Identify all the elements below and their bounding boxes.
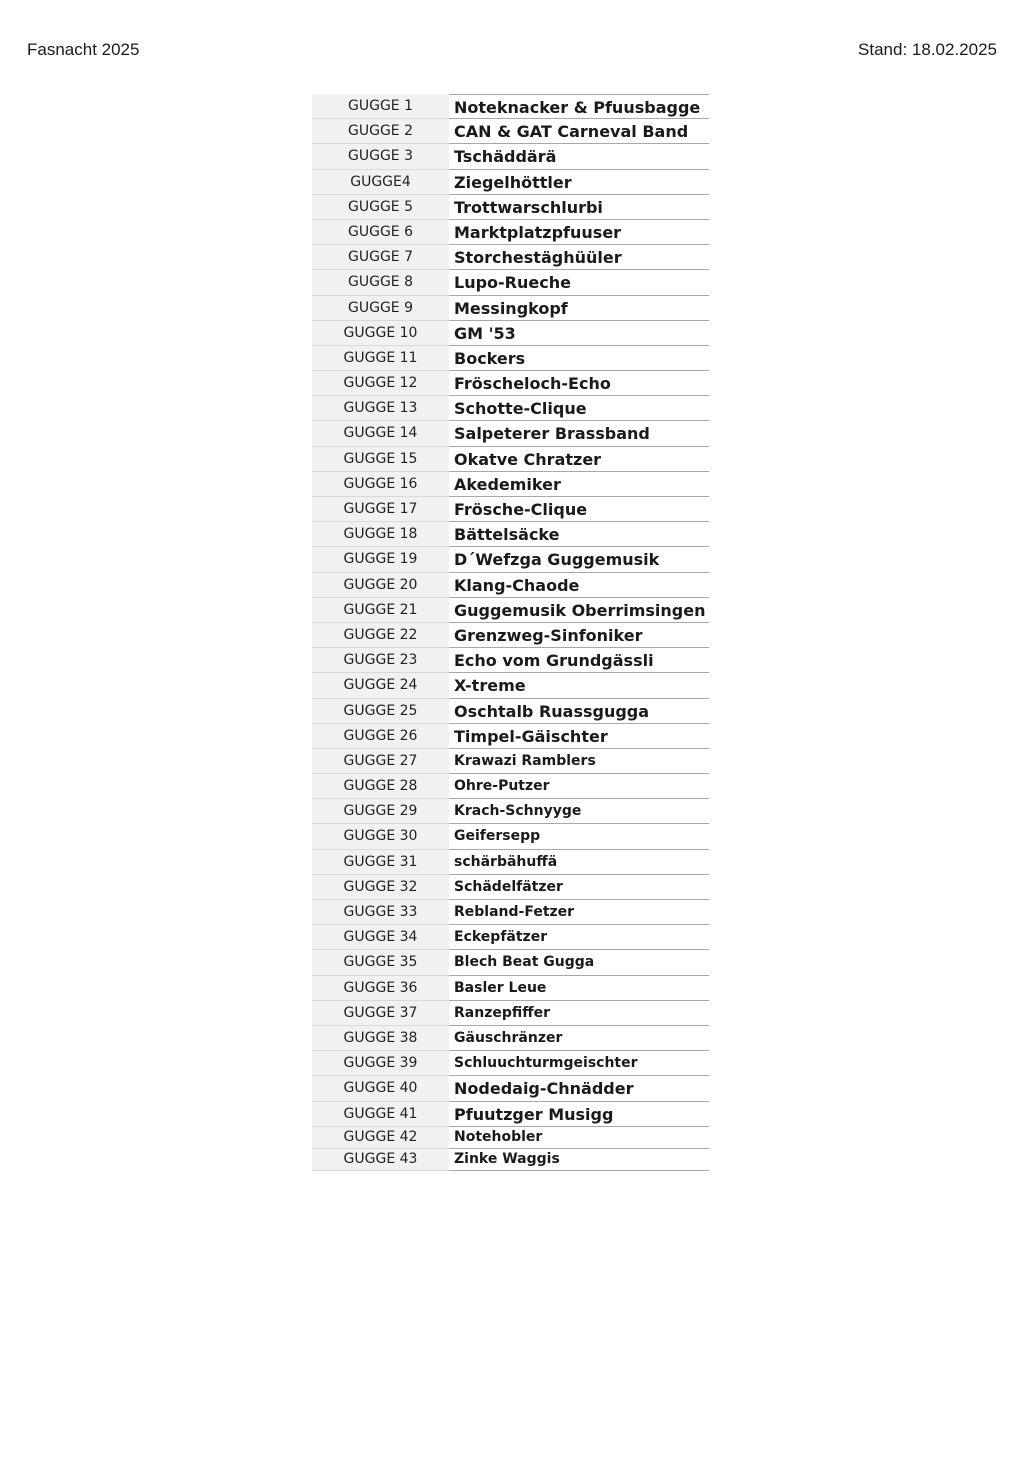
table-row <box>312 371 709 396</box>
gugge-name: Timpel-Gäischter <box>449 724 709 749</box>
gugge-number: GUGGE 32 <box>312 875 449 900</box>
gugge-list <box>312 94 709 1171</box>
gugge-number: GUGGE 31 <box>312 850 449 875</box>
gugge-name: Schotte-Clique <box>449 396 709 421</box>
table-row <box>312 94 709 119</box>
page-header <box>27 40 997 64</box>
gugge-name: Gäuschränzer <box>449 1026 709 1051</box>
gugge-name: Noteknacker & Pfuusbagge <box>449 94 709 119</box>
gugge-name: Grenzweg-Sinfoniker <box>449 623 709 648</box>
table-row <box>312 925 709 950</box>
gugge-name: Krawazi Ramblers <box>449 749 709 774</box>
table-row <box>312 144 709 169</box>
table-row <box>312 522 709 547</box>
gugge-number: GUGGE 34 <box>312 925 449 950</box>
gugge-name: D´Wefzga Guggemusik <box>449 547 709 572</box>
gugge-name: Bockers <box>449 346 709 371</box>
table-row <box>312 119 709 144</box>
gugge-name: Basler Leue <box>449 976 709 1001</box>
gugge-name: Rebland-Fetzer <box>449 900 709 925</box>
gugge-name: Geifersepp <box>449 824 709 849</box>
table-row <box>312 573 709 598</box>
gugge-name: Bättelsäcke <box>449 522 709 547</box>
gugge-number: GUGGE 41 <box>312 1102 449 1127</box>
gugge-name: Ziegelhöttler <box>449 170 709 195</box>
gugge-name: Trottwarschlurbi <box>449 195 709 220</box>
gugge-number: GUGGE 37 <box>312 1001 449 1026</box>
table-row <box>312 976 709 1001</box>
table-row <box>312 699 709 724</box>
table-row <box>312 850 709 875</box>
stand-date: Stand: 18.02.2025 <box>858 40 997 59</box>
table-row <box>312 623 709 648</box>
gugge-name: Echo vom Grundgässli <box>449 648 709 673</box>
gugge-name: Klang-Chaode <box>449 573 709 598</box>
gugge-number: GUGGE 39 <box>312 1051 449 1076</box>
table-row <box>312 1026 709 1051</box>
gugge-number: GUGGE 20 <box>312 573 449 598</box>
gugge-number: GUGGE 33 <box>312 900 449 925</box>
table-row <box>312 1051 709 1076</box>
gugge-name: Salpeterer Brassband <box>449 421 709 446</box>
gugge-name: Guggemusik Oberrimsingen <box>449 598 709 623</box>
gugge-name: schärbähuffä <box>449 850 709 875</box>
table-row <box>312 245 709 270</box>
table-row <box>312 1149 709 1171</box>
gugge-name: Ohre-Putzer <box>449 774 709 799</box>
gugge-name: GM '53 <box>449 321 709 346</box>
gugge-number: GUGGE 16 <box>312 472 449 497</box>
gugge-number: GUGGE 13 <box>312 396 449 421</box>
table-row <box>312 296 709 321</box>
gugge-number: GUGGE 36 <box>312 976 449 1001</box>
gugge-name: Pfuutzger Musigg <box>449 1102 709 1127</box>
gugge-number: GUGGE 26 <box>312 724 449 749</box>
gugge-number: GUGGE 23 <box>312 648 449 673</box>
table-row <box>312 724 709 749</box>
gugge-name: Schädelfätzer <box>449 875 709 900</box>
table-row <box>312 648 709 673</box>
gugge-name: Krach-Schnyyge <box>449 799 709 824</box>
page-title: Fasnacht 2025 <box>27 40 140 59</box>
table-row <box>312 1127 709 1149</box>
gugge-number: GUGGE 12 <box>312 371 449 396</box>
table-row <box>312 547 709 572</box>
gugge-number: GUGGE 10 <box>312 321 449 346</box>
gugge-number: GUGGE 21 <box>312 598 449 623</box>
gugge-number: GUGGE 2 <box>312 119 449 144</box>
table-row <box>312 170 709 195</box>
gugge-number: GUGGE 27 <box>312 749 449 774</box>
gugge-number: GUGGE 40 <box>312 1076 449 1101</box>
gugge-name: Fröscheloch-Echo <box>449 371 709 396</box>
table-row <box>312 598 709 623</box>
gugge-number: GUGGE 1 <box>312 94 449 119</box>
table-row <box>312 824 709 849</box>
gugge-number: GUGGE 28 <box>312 774 449 799</box>
gugge-number: GUGGE 22 <box>312 623 449 648</box>
table-row <box>312 1076 709 1101</box>
gugge-name: Zinke Waggis <box>449 1149 709 1171</box>
gugge-name: Marktplatzpfuuser <box>449 220 709 245</box>
gugge-name: Tschäddärä <box>449 144 709 169</box>
table-row <box>312 900 709 925</box>
gugge-number: GUGGE 18 <box>312 522 449 547</box>
gugge-number: GUGGE 38 <box>312 1026 449 1051</box>
gugge-name: Okatve Chratzer <box>449 447 709 472</box>
gugge-number: GUGGE 9 <box>312 296 449 321</box>
gugge-number: GUGGE 3 <box>312 144 449 169</box>
gugge-number: GUGGE 35 <box>312 950 449 975</box>
gugge-name: Schluuchturmgeischter <box>449 1051 709 1076</box>
table-row <box>312 875 709 900</box>
gugge-name: CAN & GAT Carneval Band <box>449 119 709 144</box>
gugge-number: GUGGE 6 <box>312 220 449 245</box>
table-row <box>312 220 709 245</box>
gugge-number: GUGGE 30 <box>312 824 449 849</box>
gugge-number: GUGGE 24 <box>312 673 449 698</box>
gugge-name: Blech Beat Gugga <box>449 950 709 975</box>
gugge-name: Ranzepfiffer <box>449 1001 709 1026</box>
gugge-number: GUGGE 15 <box>312 447 449 472</box>
gugge-name: Frösche-Clique <box>449 497 709 522</box>
gugge-number: GUGGE 8 <box>312 270 449 295</box>
table-row <box>312 321 709 346</box>
gugge-name: Akedemiker <box>449 472 709 497</box>
gugge-name: Lupo-Rueche <box>449 270 709 295</box>
gugge-number: GUGGE 14 <box>312 421 449 446</box>
gugge-number: GUGGE 11 <box>312 346 449 371</box>
table-row <box>312 270 709 295</box>
table-row <box>312 673 709 698</box>
gugge-number: GUGGE 29 <box>312 799 449 824</box>
gugge-number: GUGGE 19 <box>312 547 449 572</box>
table-row <box>312 799 709 824</box>
gugge-name: Nodedaig-Chnädder <box>449 1076 709 1101</box>
gugge-number: GUGGE 42 <box>312 1127 449 1149</box>
gugge-number: GUGGE 7 <box>312 245 449 270</box>
table-row <box>312 396 709 421</box>
gugge-name: Oschtalb Ruassgugga <box>449 699 709 724</box>
gugge-name: Eckepfätzer <box>449 925 709 950</box>
table-row <box>312 195 709 220</box>
table-row <box>312 749 709 774</box>
gugge-number: GUGGE4 <box>312 170 449 195</box>
table-row <box>312 472 709 497</box>
gugge-number: GUGGE 25 <box>312 699 449 724</box>
table-row <box>312 774 709 799</box>
gugge-name: Notehobler <box>449 1127 709 1149</box>
table-row <box>312 1001 709 1026</box>
gugge-number: GUGGE 43 <box>312 1149 449 1171</box>
gugge-number: GUGGE 5 <box>312 195 449 220</box>
gugge-name: Storchestäghüüler <box>449 245 709 270</box>
table-row <box>312 497 709 522</box>
table-row <box>312 346 709 371</box>
table-row <box>312 1102 709 1127</box>
table-row <box>312 447 709 472</box>
table-row <box>312 421 709 446</box>
gugge-name: Messingkopf <box>449 296 709 321</box>
gugge-number: GUGGE 17 <box>312 497 449 522</box>
table-row <box>312 950 709 975</box>
gugge-name: X-treme <box>449 673 709 698</box>
